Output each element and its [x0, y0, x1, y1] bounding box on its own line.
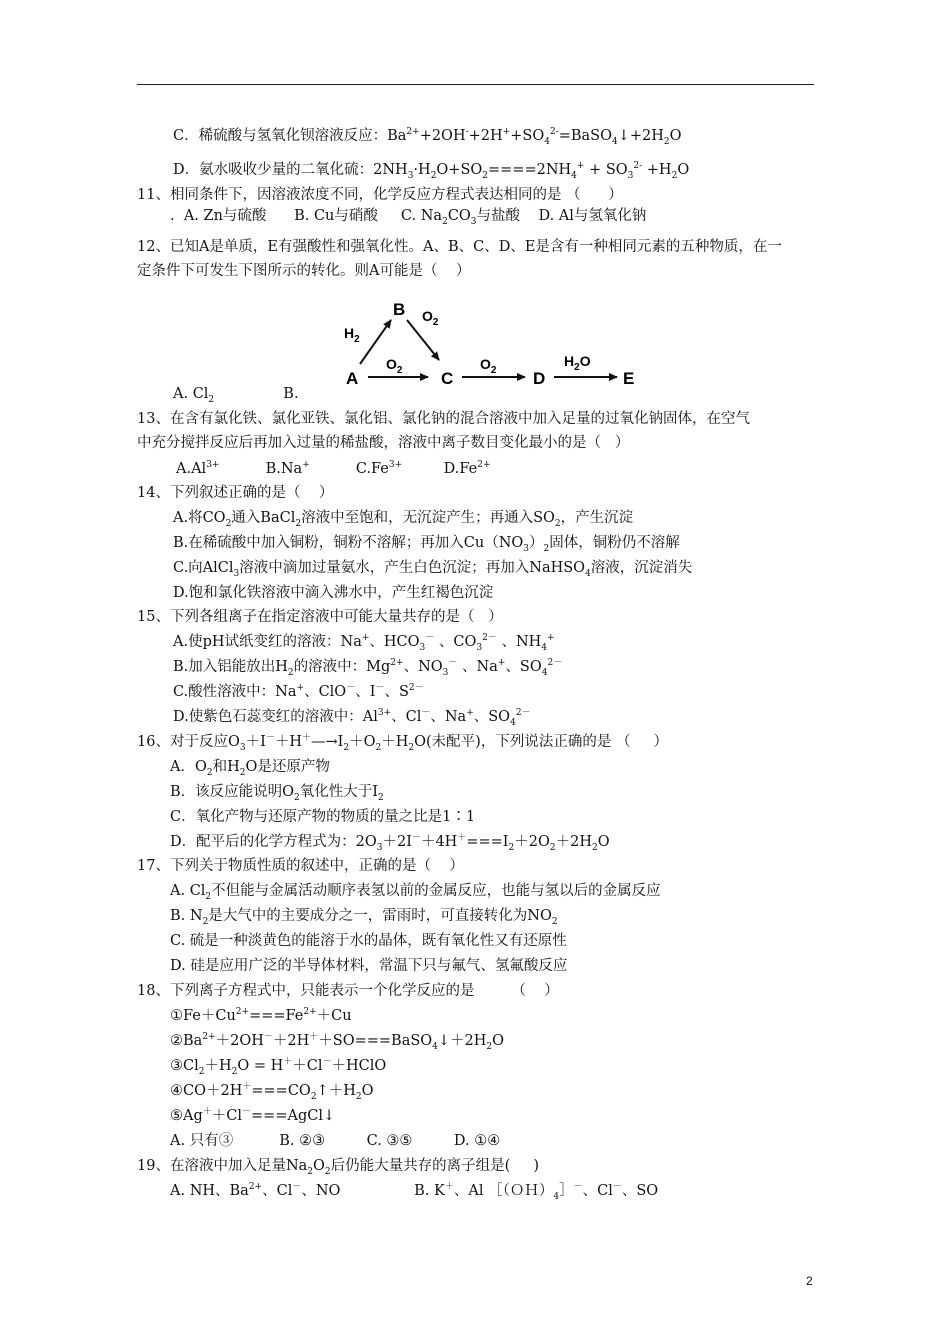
text-line: B.加入铝能放出$H_2$的溶液中：$Mg^{2+}$、$NO_3^-$ 、Na+、$SO_4^{2-}$	[173, 658, 563, 678]
node-e: E	[623, 369, 635, 388]
text-line: 17、下列关于物质性质的叙述中，正确的是（ ）	[137, 858, 464, 874]
label-o2-c-d: $O_2$	[480, 356, 497, 376]
text-line: 16、对于反应$O_3+I^-+H^+—\to I_2+O_2+H_2O$(未配平)，下列说法正确的是 （ ）	[137, 733, 668, 753]
label-h2: $H_2$	[344, 325, 360, 345]
text-line: . A. Zn与硫酸 B. Cu与硝酸 C. $Na_2CO_3$与盐酸 D. Al与氢氧化钠	[170, 208, 647, 227]
text-line: $④CO+2H^+===CO_2↑+H_2O$	[170, 1082, 374, 1102]
text-line: C．稀硫酸与氢氧化钡溶液反应：$Ba^{2+}+2OH^-+2H^++SO_4^{2-}=BaSO_4↓+2H_2O$	[173, 127, 682, 147]
node-c: C	[441, 369, 454, 388]
text-line: 18、下列离子方程式中，只能表示一个化学反应的是 （ ）	[137, 983, 559, 999]
text-line: D. 硅是应用广泛的半导体材料，常温下只与氟气、氢氟酸反应	[170, 958, 568, 974]
text-line: B.在稀硫酸中加入铜粉，铜粉不溶解；再加入$Cu(NO_3)_2$固体，铜粉仍不溶解	[173, 535, 680, 554]
text-line: A. 只有③ B. ②③ C. ③⑤ D. ①④	[170, 1133, 501, 1149]
text-line: $②Ba^{2+}+2OH^-+2H^++SO===BaSO_4↓+2H_2O$	[170, 1032, 505, 1052]
text-line: D．氨水吸收少量的二氧化硫：$2NH_3\cdot H_2O+SO_2====2NH_4^+ + SO_3^{2-} +H_2O$	[173, 161, 690, 181]
node-b: B	[393, 300, 406, 319]
text-line: A. NH、$Ba^{2+}$、Cl－、NO B. K＋、Al $[(OH)_4]^-$、Cl－、SO	[170, 1182, 659, 1202]
text-line: $①Fe+Cu^{2+}===Fe^{2+}+Cu$	[170, 1007, 352, 1024]
text-line: A.使pH试纸变红的溶液：Na+、$HCO_3^-$ 、$CO_3^{2-}$ 、$NH_4^+$	[173, 633, 555, 653]
text-line: 定条件下可发生下图所示的转化。则A可能是（ ）	[137, 263, 471, 279]
text-line: B. $N_2$是大气中的主要成分之一，雷雨时，可直接转化为$NO_2$	[170, 908, 558, 927]
text-line: C．氧化产物与还原产物的物质的量之比是1∶1	[170, 809, 476, 825]
label-h2o: $H_2O$	[564, 353, 591, 373]
page-number: 2	[806, 1274, 813, 1288]
label-o2-a-c: $O_2$	[386, 356, 403, 376]
text-line: D.饱和氯化铁溶液中滴入沸水中，产生红褐色沉淀	[173, 585, 494, 601]
header-rule	[137, 84, 814, 85]
text-line: 12、已知A是单质，E有强酸性和强氧化性。A、B、C、D、E是含有一种相同元素的五种物质，在一	[137, 239, 782, 255]
text-line: C. 硫是一种淡黄色的能溶于水的晶体，既有氧化性又有还原性	[170, 933, 567, 949]
text-line: ⑤Ag＋＋Cl－===AgCl↓	[170, 1107, 336, 1124]
text-line: D．配平后的化学方程式为：$2O_3+2I^-+4H^+===I_2+2O_2+2H_2O$	[170, 833, 610, 853]
conversion-diagram	[340, 298, 650, 394]
text-line: C.向AlCl$_3$溶液中滴加过量氨水，产生白色沉淀；再加入NaHSO$_4$溶液，沉淀消失	[173, 560, 693, 579]
text-line: A.将$CO_2$通入BaCl$_2$溶液中至饱和，无沉淀产生；再通入$SO_2$，产生沉淀	[173, 510, 634, 529]
text-line: A. $Cl_2$ B.	[173, 386, 299, 405]
text-line: A．$O_2$和$H_2O$是还原产物	[170, 759, 330, 778]
text-line: B．该反应能说明$O_2$氧化性大于$I_2$	[170, 784, 384, 803]
node-a: A	[346, 369, 359, 388]
text-line: $③Cl_2+H_2O$ = H＋＋Cl－＋HClO	[170, 1057, 387, 1077]
text-line: $A.Al^{3+}$ B.Na+ $C.Fe^{3+}$ $D.Fe^{2+}$	[176, 460, 491, 477]
text-line: A. $Cl_2$不但能与金属活动顺序表氢以前的金属反应，也能与氢以后的金属反应	[170, 883, 661, 902]
label-o2-b-c: $O_2$	[422, 308, 439, 328]
text-line: D.使紫色石蕊变红的溶液中：$Al^{3+}$、Cl－、Na+、$SO_4^{2-}$	[173, 708, 531, 728]
node-d: D	[533, 369, 546, 388]
text-line: C.酸性溶液中：Na+、ClO－、I－、$S^{2-}$	[173, 683, 424, 700]
text-line: 15、下列各组离子在指定溶液中可能大量共存的是（ ）	[137, 609, 503, 625]
text-line: 11、相同条件下，因溶液浓度不同，化学反应方程式表达相同的是 （ ）	[137, 187, 623, 203]
text-line: 13、在含有氯化铁、氯化亚铁、氯化铝、氯化钠的混合溶液中加入足量的过氧化钠固体，在空气	[137, 411, 750, 427]
text-line: 14、下列叙述正确的是（ ）	[137, 485, 334, 501]
text-line: 19、在溶液中加入足量$Na_2O_2$后仍能大量共存的离子组是( )	[137, 1158, 540, 1177]
text-line: 中充分搅拌反应后再加入过量的稀盐酸，溶液中离子数目变化最小的是（ ）	[137, 435, 630, 451]
